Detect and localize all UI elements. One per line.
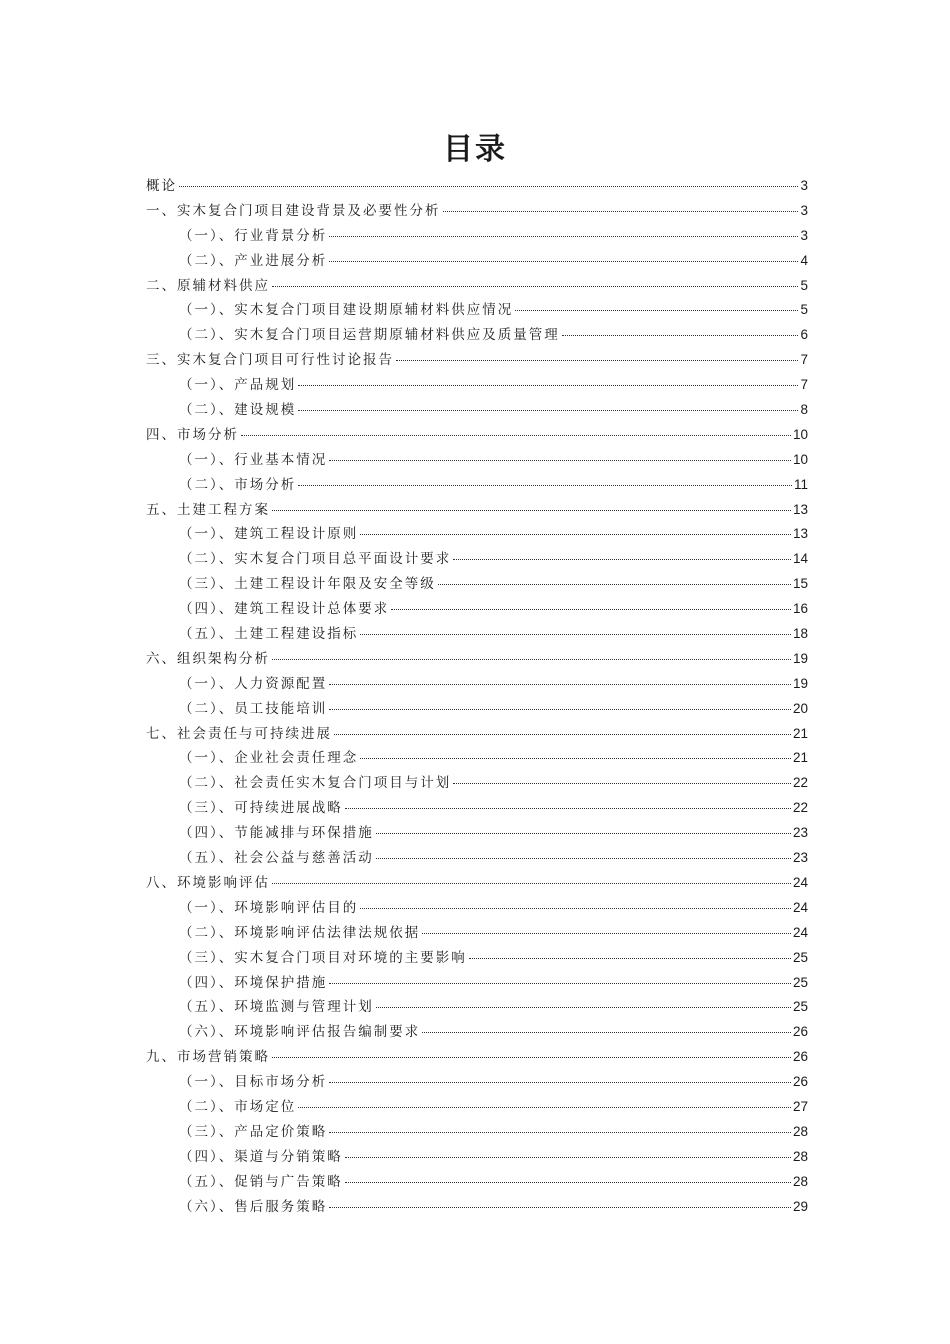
toc-entry-text: （一）、行业基本情况 — [179, 451, 328, 468]
toc-page-number: 24 — [792, 924, 808, 940]
toc-entry-text: （六）、售后服务策略 — [179, 1198, 328, 1215]
toc-entry-text: 六、组织架构分析 — [146, 650, 270, 667]
toc-page-number: 25 — [792, 949, 808, 965]
toc-leader-dots — [360, 634, 791, 635]
toc-leader-dots — [329, 684, 791, 685]
toc-page-number: 11 — [793, 476, 808, 492]
toc-entry-text: （五）、环境监测与管理计划 — [179, 999, 374, 1016]
toc-entry[interactable] — [146, 697, 808, 722]
toc-entry[interactable] — [146, 522, 808, 547]
toc-leader-dots — [443, 211, 799, 212]
toc-leader-dots — [360, 534, 791, 535]
toc-page-number: 20 — [792, 700, 808, 716]
toc-entry[interactable] — [146, 348, 808, 373]
toc-leader-dots — [272, 510, 791, 511]
toc-entry[interactable] — [146, 1045, 808, 1070]
toc-leader-dots — [453, 559, 791, 560]
toc-entry[interactable] — [146, 871, 808, 896]
toc-entry-text: （一）、产品规划 — [179, 377, 297, 394]
toc-leader-dots — [360, 758, 791, 759]
toc-page-number: 25 — [792, 999, 808, 1015]
toc-entry-text: （一）、目标市场分析 — [179, 1074, 328, 1091]
toc-leader-dots — [329, 1207, 791, 1208]
toc-entry-text: （二）、市场分析 — [179, 476, 297, 493]
toc-entry[interactable] — [146, 971, 808, 996]
toc-entry-text: （二）、实木复合门项目总平面设计要求 — [179, 551, 452, 568]
toc-page-number: 26 — [792, 1074, 808, 1090]
toc-entry[interactable] — [146, 1095, 808, 1120]
toc-entry[interactable] — [146, 746, 808, 771]
toc-entry[interactable] — [146, 821, 808, 846]
toc-entry[interactable] — [146, 323, 808, 348]
toc-entry-text: （五）、促销与广告策略 — [179, 1173, 343, 1190]
toc-entry-text: （一）、建筑工程设计原则 — [179, 526, 359, 543]
toc-entry-text: （四）、环境保护措施 — [179, 974, 328, 991]
toc-entry-text: （三）、产品定价策略 — [179, 1123, 328, 1140]
toc-leader-dots — [345, 1182, 791, 1183]
toc-entry[interactable] — [146, 199, 808, 224]
toc-entry-text: （六）、环境影响评估报告编制要求 — [179, 1024, 421, 1041]
toc-page-number: 3 — [800, 227, 808, 243]
toc-leader-dots — [298, 1107, 791, 1108]
toc-entry[interactable] — [146, 373, 808, 398]
toc-entry[interactable] — [146, 846, 808, 871]
toc-entry[interactable] — [146, 398, 808, 423]
toc-leader-dots — [272, 883, 791, 884]
toc-entry-text: 八、环境影响评估 — [146, 874, 270, 891]
toc-entry-text: （二）、市场定位 — [179, 1098, 297, 1115]
toc-entry[interactable] — [146, 224, 808, 249]
toc-entry[interactable] — [146, 423, 808, 448]
toc-leader-dots — [334, 734, 791, 735]
toc-entry[interactable] — [146, 572, 808, 597]
toc-page-number: 5 — [800, 277, 808, 293]
toc-entry[interactable] — [146, 448, 808, 473]
toc-entry[interactable] — [146, 946, 808, 971]
toc-page-number: 8 — [800, 402, 808, 418]
toc-leader-dots — [391, 609, 791, 610]
toc-entry-text: （四）、节能减排与环保措施 — [179, 825, 374, 842]
toc-entry-text: （四）、渠道与分销策略 — [179, 1148, 343, 1165]
toc-entry-text: （五）、社会公益与慈善活动 — [179, 850, 374, 867]
toc-leader-dots — [329, 261, 798, 262]
toc-entry-text: 概论 — [146, 178, 177, 194]
toc-entry[interactable] — [146, 249, 808, 274]
toc-entry[interactable] — [146, 896, 808, 921]
toc-page-number: 25 — [792, 974, 808, 990]
toc-entry-text: （三）、实木复合门项目对环境的主要影响 — [179, 949, 467, 966]
toc-leader-dots — [438, 584, 791, 585]
toc-entry[interactable] — [146, 1020, 808, 1045]
toc-entry-text: （三）、土建工程设计年限及安全等级 — [179, 576, 436, 593]
toc-entry-text: （二）、环境影响评估法律法规依据 — [179, 924, 421, 941]
toc-page-number: 28 — [792, 1148, 808, 1164]
toc-entry-text: （四）、建筑工程设计总体要求 — [179, 601, 390, 618]
toc-entry-text: （二）、社会责任实木复合门项目与计划 — [179, 775, 452, 792]
toc-leader-dots — [298, 385, 798, 386]
toc-leader-dots — [345, 808, 791, 809]
toc-entry-text: 四、市场分析 — [146, 426, 239, 443]
toc-entry[interactable] — [146, 672, 808, 697]
toc-leader-dots — [272, 659, 791, 660]
toc-entry-text: （二）、产业进展分析 — [179, 252, 328, 269]
toc-page-number: 22 — [792, 800, 808, 816]
toc-entry-text: （一）、企业社会责任理念 — [179, 750, 359, 767]
toc-page-number: 5 — [800, 302, 808, 318]
toc-page-number: 24 — [792, 899, 808, 915]
toc-entry[interactable] — [146, 174, 808, 199]
toc-leader-dots — [241, 435, 791, 436]
toc-leader-dots — [329, 1082, 791, 1083]
toc-entry-text: （三）、可持续进展战略 — [179, 800, 343, 817]
toc-entry-text: 七、社会责任与可持续进展 — [146, 725, 332, 742]
toc-page-number: 18 — [792, 626, 808, 642]
toc-entry[interactable] — [146, 1195, 808, 1220]
toc-leader-dots — [376, 833, 791, 834]
toc-page-number: 29 — [792, 1198, 808, 1214]
toc-entry[interactable] — [146, 771, 808, 796]
toc-leader-dots — [272, 286, 798, 287]
toc-page-number: 16 — [792, 601, 808, 617]
toc-leader-dots — [329, 983, 791, 984]
toc-page-number: 26 — [792, 1049, 808, 1065]
toc-leader-dots — [329, 236, 798, 237]
toc-entry-text: （一）、环境影响评估目的 — [179, 899, 359, 916]
toc-entry-text: 一、实木复合门项目建设背景及必要性分析 — [146, 202, 441, 219]
toc-leader-dots — [515, 310, 798, 311]
toc-entry[interactable] — [146, 1070, 808, 1095]
toc-page-number: 6 — [800, 327, 808, 343]
toc-entry[interactable] — [146, 622, 808, 647]
toc-entry[interactable] — [146, 274, 808, 299]
toc-page-number: 13 — [792, 526, 808, 542]
toc-page-number: 24 — [792, 874, 808, 890]
toc-page-number: 19 — [792, 650, 808, 666]
toc-leader-dots — [345, 1157, 791, 1158]
toc-page-number: 7 — [800, 377, 808, 393]
toc-entry[interactable] — [146, 995, 808, 1020]
toc-entry[interactable] — [146, 298, 808, 323]
toc-entry[interactable] — [146, 796, 808, 821]
toc-page-number: 28 — [792, 1173, 808, 1189]
toc-page-number: 7 — [800, 352, 808, 368]
toc-leader-dots — [376, 858, 791, 859]
toc-page-number: 10 — [792, 426, 808, 442]
toc-entry[interactable] — [146, 1120, 808, 1145]
toc-entry-text: （一）、行业背景分析 — [179, 227, 328, 244]
toc-leader-dots — [329, 460, 791, 461]
toc-entry[interactable] — [146, 722, 808, 747]
toc-page-number: 21 — [792, 750, 808, 766]
toc-entry[interactable] — [146, 1145, 808, 1170]
toc-entry[interactable] — [146, 647, 808, 672]
toc-page-number: 23 — [792, 825, 808, 841]
toc-page-number: 28 — [792, 1123, 808, 1139]
toc-leader-dots — [298, 410, 798, 411]
toc-entry-text: 九、市场营销策略 — [146, 1049, 270, 1066]
toc-page-number: 23 — [792, 850, 808, 866]
toc-entry-text: （一）、人力资源配置 — [179, 675, 328, 692]
toc-entry[interactable] — [146, 1170, 808, 1195]
toc-entry-text: （二）、员工技能培训 — [179, 700, 328, 717]
toc-title: 目录 — [443, 132, 507, 167]
toc-entry[interactable] — [146, 473, 808, 498]
toc-page-number: 26 — [792, 1024, 808, 1040]
toc-entry-text: （一）、实木复合门项目建设期原辅材料供应情况 — [179, 302, 514, 319]
toc-entry-text: （二）、建设规模 — [179, 402, 297, 419]
toc-leader-dots — [376, 1007, 791, 1008]
toc-entry[interactable] — [146, 498, 808, 523]
toc-page-number: 27 — [792, 1098, 808, 1114]
toc-page-number: 3 — [800, 178, 808, 193]
toc-entry-text: （五）、土建工程建设指标 — [179, 626, 359, 643]
toc-entry[interactable] — [146, 597, 808, 622]
toc-entry-text: 二、原辅材料供应 — [146, 277, 270, 294]
toc-leader-dots — [329, 1132, 791, 1133]
toc-entry[interactable] — [146, 547, 808, 572]
toc-page-number: 4 — [800, 252, 808, 268]
toc-leader-dots — [298, 485, 792, 486]
toc-page-number: 21 — [792, 725, 808, 741]
toc-leader-dots — [396, 360, 798, 361]
toc-entry[interactable] — [146, 921, 808, 946]
toc-leader-dots — [453, 783, 791, 784]
toc-list — [146, 174, 808, 1219]
toc-leader-dots — [272, 1057, 791, 1058]
toc-entry-text: 三、实木复合门项目可行性讨论报告 — [146, 352, 394, 369]
toc-page-number: 22 — [792, 775, 808, 791]
toc-page-number: 13 — [792, 501, 808, 517]
toc-leader-dots — [422, 933, 791, 934]
toc-leader-dots — [179, 186, 798, 187]
toc-page-number: 10 — [792, 451, 808, 467]
toc-leader-dots — [469, 958, 791, 959]
toc-leader-dots — [329, 709, 791, 710]
toc-entry-text: 五、土建工程方案 — [146, 501, 270, 518]
toc-leader-dots — [360, 908, 791, 909]
toc-leader-dots — [422, 1032, 791, 1033]
toc-leader-dots — [562, 335, 799, 336]
toc-page-number: 3 — [800, 202, 808, 218]
toc-page-number: 19 — [792, 675, 808, 691]
toc-page-number: 14 — [792, 551, 808, 567]
toc-page-number: 15 — [792, 576, 808, 592]
toc-entry-text: （二）、实木复合门项目运营期原辅材料供应及质量管理 — [179, 327, 560, 344]
